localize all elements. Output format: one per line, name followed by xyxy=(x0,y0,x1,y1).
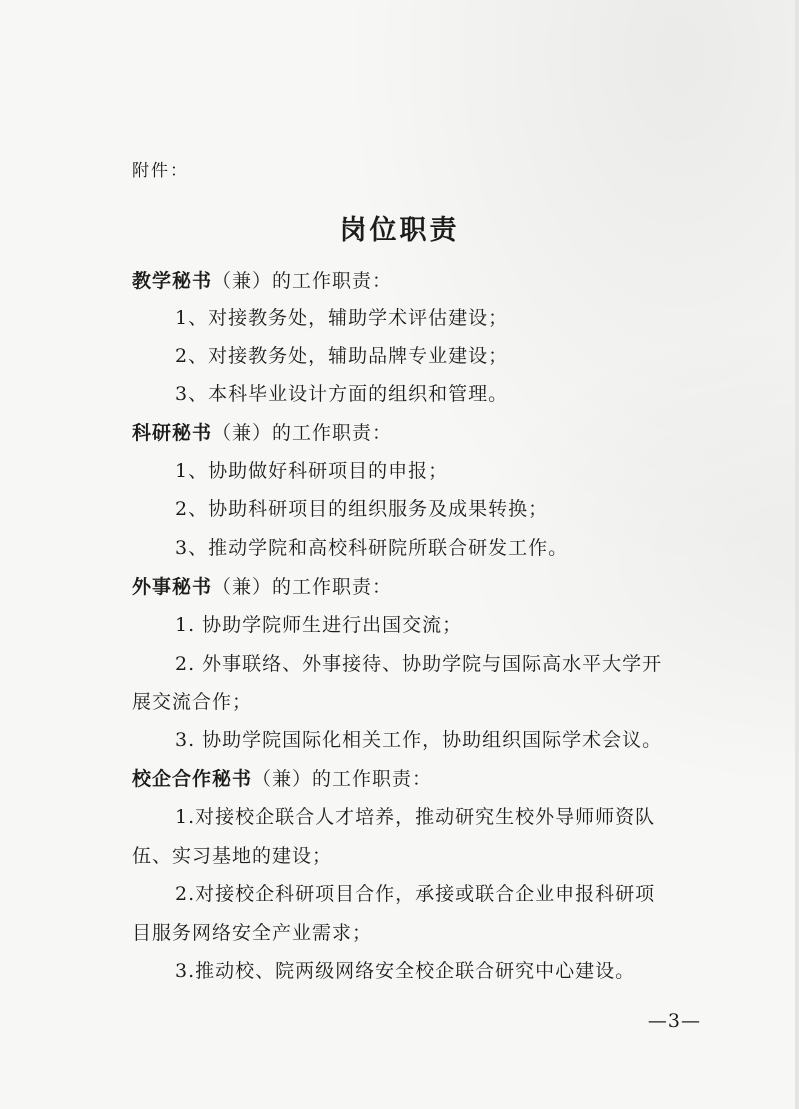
heading-bold: 科研秘书 xyxy=(132,422,213,444)
list-item: 2、协助科研项目的组织服务及成果转换； xyxy=(175,498,549,520)
section-heading-foreign xyxy=(132,572,392,599)
list-item: 3、推动学院和高校科研院所联合研发工作。 xyxy=(175,537,569,559)
list-item-continuation: 目服务网络安全产业需求； xyxy=(132,922,373,944)
attachment-label: 附件： xyxy=(132,161,189,181)
list-item: 2.对接校企科研项目合作，承接或联合企业申报科研项 xyxy=(175,883,656,905)
page-number: —3— xyxy=(647,1010,701,1032)
heading-rest: （兼）的工作职责： xyxy=(212,576,393,598)
list-item: 2. 外事联络、外事接待、协助学院与国际高水平大学开 xyxy=(175,653,663,675)
heading-bold: 校企合作秘书 xyxy=(132,768,253,790)
list-item-continuation: 伍、实习基地的建设； xyxy=(132,845,333,867)
page-title: 岗位职责 xyxy=(339,215,460,246)
heading-rest: （兼）的工作职责： xyxy=(212,422,393,444)
list-item: 1.对接校企联合人才培养，推动研究生校外导师师资队 xyxy=(175,806,656,828)
list-item: 1. 协助学院师生进行出国交流； xyxy=(175,614,463,636)
list-item: 2、对接教务处，辅助品牌专业建设； xyxy=(175,345,509,367)
heading-bold: 教学秘书 xyxy=(132,270,213,292)
list-item: 1、对接教务处，辅助学术评估建设； xyxy=(175,307,509,329)
heading-bold: 外事秘书 xyxy=(132,576,213,598)
section-heading-research xyxy=(132,418,392,445)
heading-rest: （兼）的工作职责： xyxy=(212,270,393,292)
page-edge xyxy=(795,0,799,1109)
list-item: 3. 协助学院国际化相关工作，协助组织国际学术会议。 xyxy=(175,729,663,751)
list-item: 3.推动校、院两级网络安全校企联合研究中心建设。 xyxy=(175,960,636,982)
list-item: 3、本科毕业设计方面的组织和管理。 xyxy=(175,383,509,405)
section-heading-enterprise xyxy=(132,764,432,791)
heading-rest: （兼）的工作职责： xyxy=(252,768,433,790)
section-heading-teaching xyxy=(132,266,392,293)
list-item-continuation: 展交流合作； xyxy=(132,691,253,713)
list-item: 1、协助做好科研项目的申报； xyxy=(175,460,449,482)
